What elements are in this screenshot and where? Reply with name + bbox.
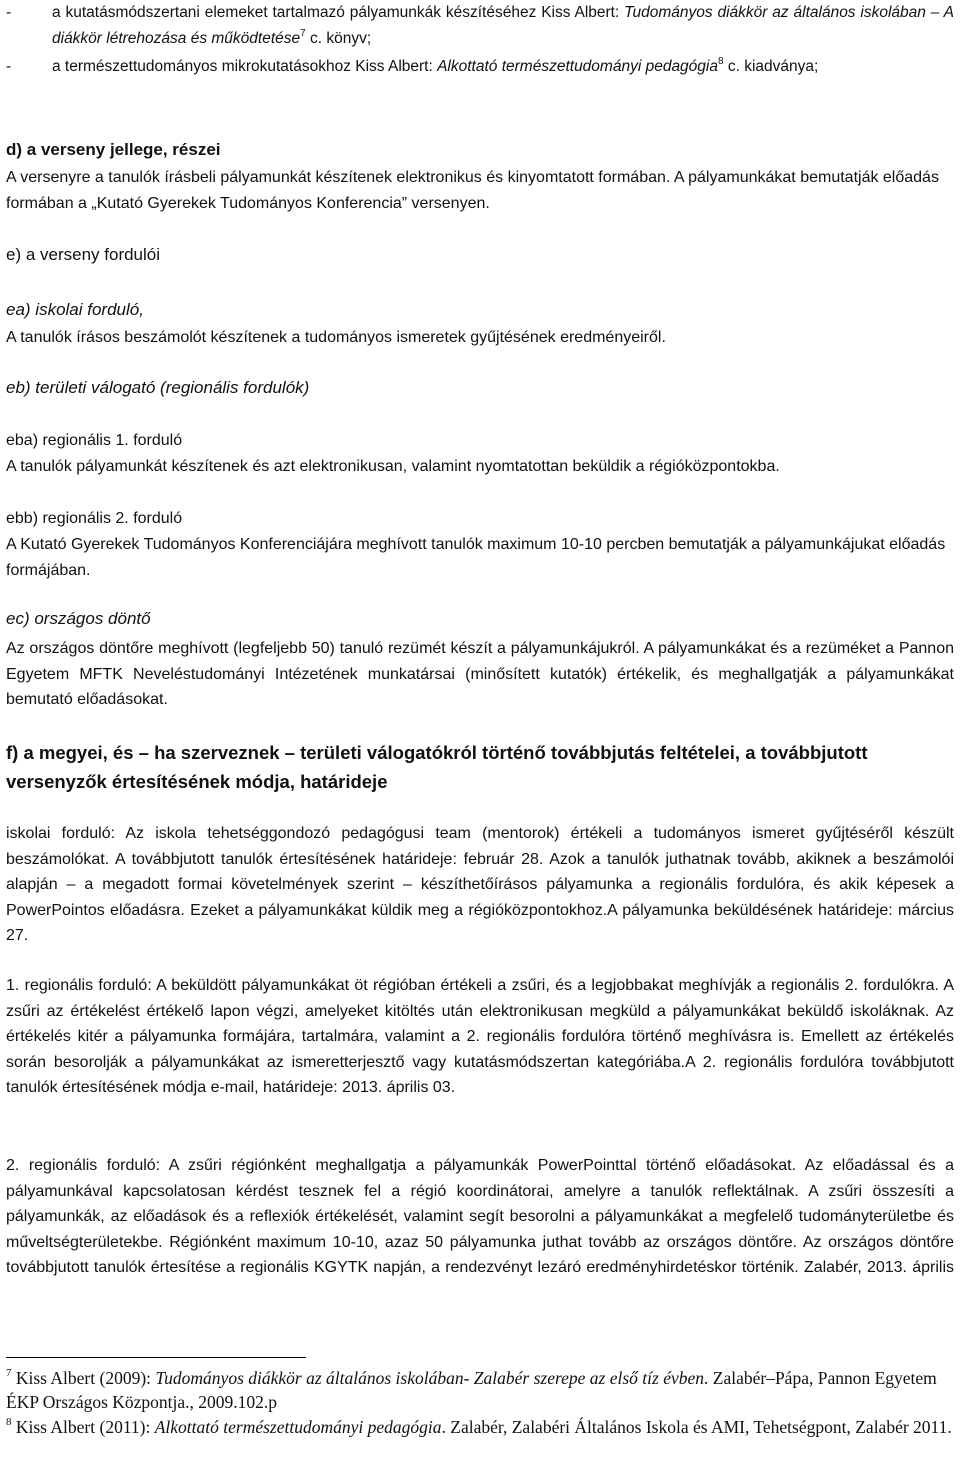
footnote-title: Alkottató természettudományi pedagógia <box>154 1417 442 1437</box>
bullet-item-publication <box>6 54 954 80</box>
section-ec-body: Az országos döntőre meghívott (legfeljebb 50) tanuló rezümét készít a pályamunkájukról. A pályamunkákat és a rezüméket a Pannon Egyetem MFTK Neveléstudományi Intézetének munkatársai (minősített kutatók) értékelik, és meghallgatják a pályamunkákat bemutató előadásokat. <box>6 640 954 708</box>
footnote-number: 7 <box>6 1367 12 1380</box>
section-ebb-heading: ebb) regionális 2. forduló <box>6 510 183 527</box>
section-ec-heading: ec) országos döntő <box>6 609 151 628</box>
section-ebb-body: A Kutató Gyerekek Tudományos Konferenciájára meghívott tanulók maximum 10-10 percben bemutatják a pályamunkájukat előadás formájában. <box>6 536 946 579</box>
bullet-text: a kutatásmódszertani elemeket tartalmazó pályamunkák készítéséhez Kiss Albert: Tudományos diákkör az általános iskolában – A diákkör létrehozása és működtetése$^7$ c. könyv; <box>52 4 955 47</box>
footnote-separator <box>6 1357 306 1358</box>
section-f-heading: f) a megyei, és – ha szerveznek – területi válogatókról történő továbbjutás feltételei, a továbbjutott versenyzők értesítésének módja, határideje <box>6 742 868 792</box>
section-f-regional-round-1: 1. regionális forduló: A beküldött pályamunkákat öt régióban értékeli a zsűri, és a legjobbakat meghívják a regionális 2. fordulókra. A zsűri az értékelést értékelő lapon végzi, amelyeket kitöltés után elektronikusan megküld a pályamunkákat beküldő iskoláknak. Az értékelés kitér a pályamunka formájára, tartalmára, valamint a 2. regionális fordulóra történő meghívásra is. Emellett az értékelés során besorolják a pályamunkákat az ismeretterjesztő vagy kutatásmódszertan kategóriába.A 2. regionális fordulóra továbbjutott tanulók értesítésének módja e-mail, határideje: 2013. április 03. <box>6 977 954 1096</box>
footnote-title: Tudományos diákkör az általános iskolában- Zalabér szerepe az első tíz évben <box>155 1368 705 1388</box>
publication-title: Alkottató természettudományi pedagógia <box>437 58 718 75</box>
bullet-item-book <box>6 0 954 52</box>
book-title: Tudományos diákkör az általános iskolában – A diákkör létrehozása és működtetése <box>52 4 955 47</box>
bullet-dash: - <box>6 4 12 21</box>
footnote-ref-7[interactable]: 7 <box>300 27 306 39</box>
footnote-number: 8 <box>6 1416 12 1429</box>
section-eba-body: A tanulók pályamunkát készítenek és azt elektronikusan, valamint nyomtatottan beküldik a régióközpontokba. <box>6 458 780 475</box>
section-ea-body: A tanulók írásos beszámolót készítenek a tudományos ismeretek gyűjtésének eredményeiről. <box>6 329 666 346</box>
section-ea-heading: ea) iskolai forduló, <box>6 300 144 319</box>
section-f-school-round: iskolai forduló: Az iskola tehetséggondozó pedagógusi team (mentorok) értékeli a tudományos ismeret gyűjtéséről készült beszámolókat. A továbbjutott tanulók értesítésének határideje: február 28. Azok a tanulók juthatnak tovább, akiknek a beszámolói alapján – a megadott formai követelmények szerint – készíthetőírásos pályamunka a regionális fordulóra, és akik képesek a PowerPointos előadásra. Ezeket a pályamunkákat küldik meg a régióközpontokhoz.A pályamunka beküldésének határideje: március 27. <box>6 825 954 944</box>
section-f-regional-round-2: 2. regionális forduló: A zsűri régiónként meghallgatja a pályamunkák PowerPointtal történő előadásokat. Az előadással és a pályamunkával kapcsolatosan kérdést tesznek fel a régió koordinátorai, amelyre a tanulók reflektálnak. A zsűri összesíti a pályamunkák, az előadások és a reflexiók értékelését, valamint segít besorolni a pályamunkákat a megfelelő tudományterületbe és műveltségterületekbe. Régiónként maximum 10-10, azaz 50 pályamunka juthat tovább az országos döntőre. Az országos döntőre továbbjutott tanulók értesítése a regionális KGYTK napján, a rendezvényt lezáró eredményhirdetéskor történik. Zalabér, 2013. április <box>6 1157 954 1276</box>
footnote-7: $^7$ Kiss Albert (2009): Tudományos diákkör az általános iskolában- Zalabér szerepe az első tíz évben. Zalabér–Pápa, Pannon Egyetem ÉKP Országos Központja., 2009.102.p <box>6 1367 937 1412</box>
section-e-heading: e) a verseny fordulói <box>6 245 161 264</box>
footnote-ref-8[interactable]: 8 <box>718 55 724 67</box>
section-d-body: A versenyre a tanulók írásbeli pályamunkát készítenek elektronikus és kinyomtatott formában. A pályamunkákat bemutatják előadás formában a „Kutató Gyerekek Tudományos Konferencia” versenyen. <box>6 169 939 212</box>
section-d-heading: d) a verseny jellege, részei <box>6 140 221 159</box>
footnote-8: $^8$ Kiss Albert (2011): Alkottató természettudományi pedagógia. Zalabér, Zalabéri Általános Iskola és AMI, Tehetségpont, Zalabér 2011. <box>6 1416 952 1437</box>
bullet-text: a természettudományos mikrokutatásokhoz Kiss Albert: Alkottató természettudományi pedagógia$^8$ c. kiadványa; <box>52 55 819 75</box>
section-eb-heading: eb) területi válogató (regionális fordulók) <box>6 378 310 397</box>
section-eba-heading: eba) regionális 1. forduló <box>6 432 183 449</box>
bullet-dash: - <box>6 58 12 75</box>
